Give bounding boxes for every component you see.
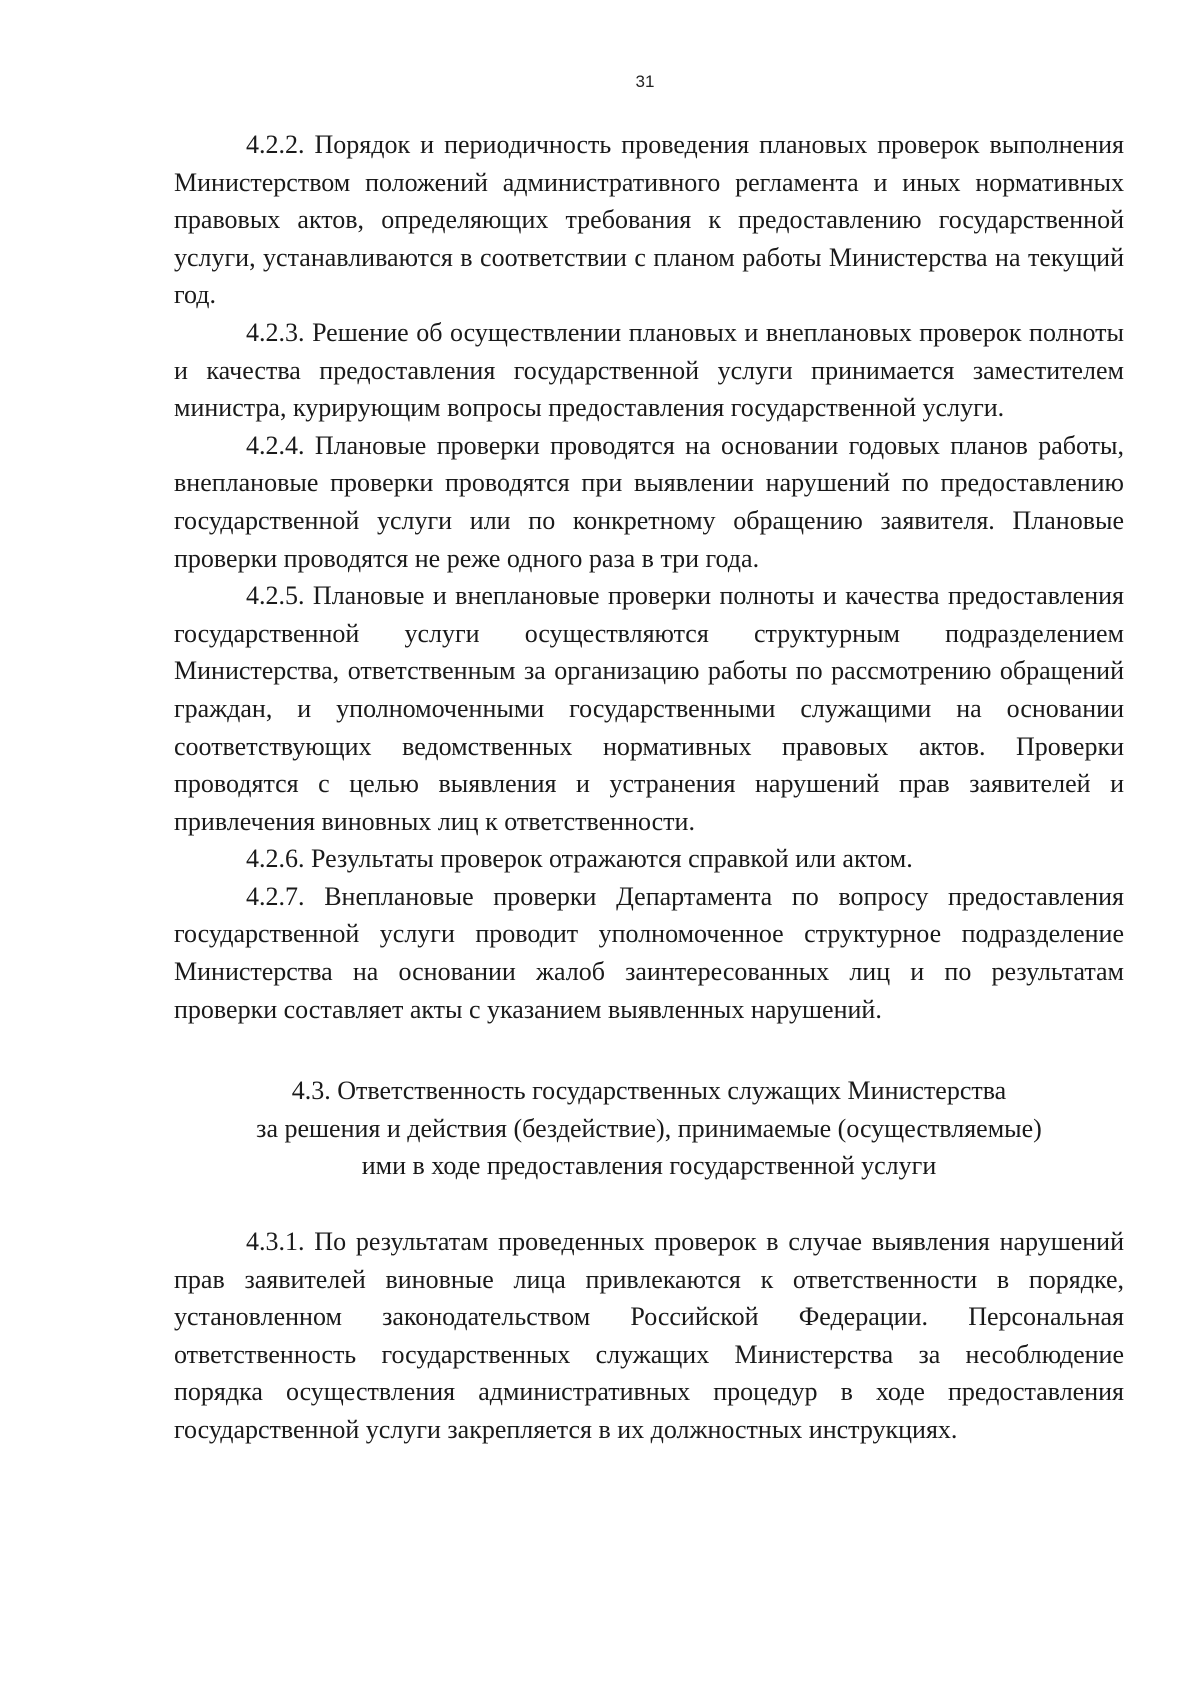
paragraph-4-2-4: 4.2.4. Плановые проверки проводятся на основании годовых планов работы, внеплановые проверки проводятся при выявлении нарушений по предоставлению государственной услуги или по конкретному обращению заявителя. Плановые проверки проводятся не реже одного раза в три года.	[174, 430, 1124, 573]
page-number: 31	[635, 72, 655, 91]
paragraph-4-2-5: 4.2.5. Плановые и внеплановые проверки полноты и качества предоставления государственной услуги осуществляются структурным подразделением Министерства, ответственным за организацию работы по рассмотрению обращений граждан, и уполномоченными государственными служащими на основании соответствующих ведомственных нормативных правовых актов. Проверки проводятся с целью выявления и устранения нарушений прав заявителей и привлечения виновных лиц к ответственности.	[174, 581, 1124, 836]
section-heading-line: ими в ходе предоставления государственной услуги	[361, 1151, 937, 1181]
document-body	[174, 126, 1124, 1449]
section-heading-4-3	[174, 1072, 1124, 1185]
paragraph-4-2-6: 4.2.6. Результаты проверок отражаются справкой или актом.	[246, 844, 913, 874]
section-heading-line: 4.3. Ответственность государственных служащих Министерства	[291, 1076, 1007, 1106]
section-heading-line: за решения и действия (бездействие), принимаемые (осуществляемые)	[256, 1113, 1042, 1143]
paragraph-4-2-2: 4.2.2. Порядок и периодичность проведения плановых проверок выполнения Министерством положений административного регламента и иных нормативных правовых актов, определяющих требования к предоставлению государственной услуги, устанавливаются в соответствии с планом работы Министерства на текущий год.	[174, 130, 1124, 310]
paragraph-4-2-7: 4.2.7. Внеплановые проверки Департамента по вопросу предоставления государственной услуги проводит уполномоченное структурное подразделение Министерства на основании жалоб заинтересованных лиц и по результатам проверки составляет акты с указанием выявленных нарушений.	[174, 881, 1124, 1024]
paragraph-4-2-3: 4.2.3. Решение об осуществлении плановых и внеплановых проверок полноты и качества предоставления государственной услуги принимается заместителем министра, курирующим вопросы предоставления государственной услуги.	[174, 317, 1124, 423]
paragraph-4-3-1: 4.3.1. По результатам проведенных проверок в случае выявления нарушений прав заявителей виновные лица привлекаются к ответственности в порядке, установленном законодательством Российской Федерации. Персональная ответственность государственных служащих Министерства за несоблюдение порядка осуществления административных процедур в ходе предоставления государственной услуги закрепляется в их должностных инструкциях.	[174, 1227, 1124, 1444]
